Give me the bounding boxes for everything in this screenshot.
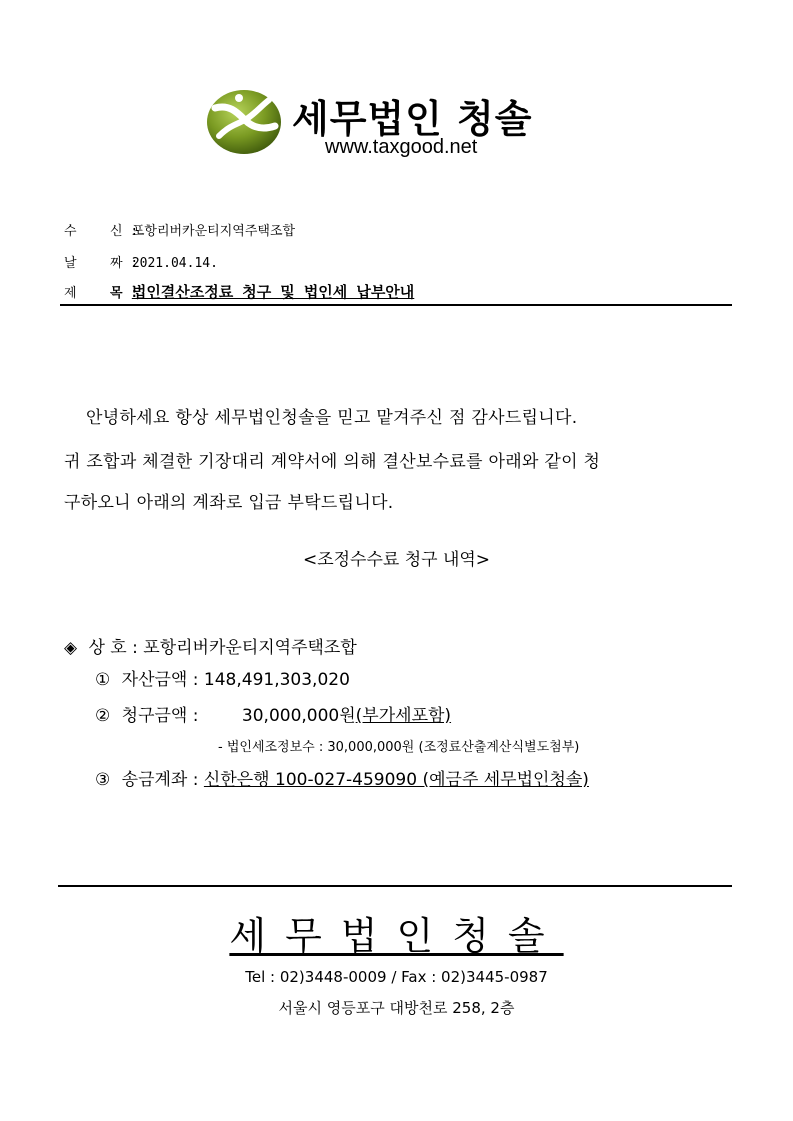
fee-breakdown-note: - 법인세조정보수 : 30,000,000원 (조정료산출계산식별도첨부)	[218, 740, 580, 755]
asset-value: 148,491,303,020	[203, 670, 350, 690]
charge-label: 청구금액	[121, 706, 188, 726]
date-value: 2021.04.14.	[131, 256, 218, 271]
account-value: 신한은행 100-027-459090 (예금주 세무법인청솔)	[203, 770, 589, 790]
body-line-2: 귀 조합과 체결한 기장대리 계약서에 의해 결산보수료를 아래와 같이 청	[64, 452, 601, 472]
charge-vat-note: (부가세포함)	[355, 706, 452, 726]
diamond-bullet-icon: ◈	[64, 638, 78, 658]
account-row: ③ 송금계좌 : 신한은행 100-027-459090 (예금주 세무법인청솔)	[95, 770, 589, 790]
charge-value: 30,000,000원	[241, 706, 356, 726]
detail-section-title: <조정수수료 청구 내역>	[302, 550, 491, 570]
greeting-line: 안녕하세요 항상 세무법인청솔을 믿고 맡겨주신 점 감사드립니다.	[86, 408, 578, 428]
asset-row: ① 자산금액 : 148,491,303,020	[95, 670, 350, 690]
footer-divider	[58, 885, 732, 887]
date-label: 날 짜 :	[64, 256, 139, 271]
footer-address: 서울시 영등포구 대방천로 258, 2층	[278, 999, 515, 1017]
footer-firm-name: 세무법인청솔	[229, 914, 564, 958]
asset-label: 자산금액	[121, 670, 188, 690]
asset-number: ①	[95, 670, 111, 690]
recipient-row	[64, 220, 295, 239]
subject-value: 법인결산조정료 청구 및 법인세 납부안내	[131, 283, 415, 301]
subject-label: 제 목 :	[64, 286, 139, 301]
date-row	[64, 252, 218, 271]
company-value: 포항리버카운티지역주택조합	[143, 638, 357, 658]
account-label: 송금계좌	[121, 770, 188, 790]
website-link[interactable]: www.taxgood.net	[325, 136, 478, 158]
body-line-3: 구하오니 아래의 계좌로 입금 부탁드립니다.	[64, 493, 394, 513]
subject-row	[64, 281, 414, 302]
company-row: ◈ 상 호 : 포항리버카운티지역주택조합	[64, 638, 357, 658]
company-label: 상 호	[88, 638, 127, 658]
header-divider	[60, 304, 732, 306]
footer-contact: Tel : 02)3448-0009 / Fax : 02)3445-0987	[245, 968, 548, 986]
recipient-label: 수 신 :	[64, 224, 139, 239]
account-number: ③	[95, 770, 111, 790]
charge-number: ②	[95, 706, 111, 726]
recipient-value: 포항리버카운티지역주택조합	[131, 224, 296, 239]
firm-logo-icon	[205, 86, 283, 156]
firm-name: 세무법인 청솔	[292, 97, 533, 141]
charge-row: ② 청구금액 : 30,000,000원(부가세포함)	[95, 706, 452, 726]
